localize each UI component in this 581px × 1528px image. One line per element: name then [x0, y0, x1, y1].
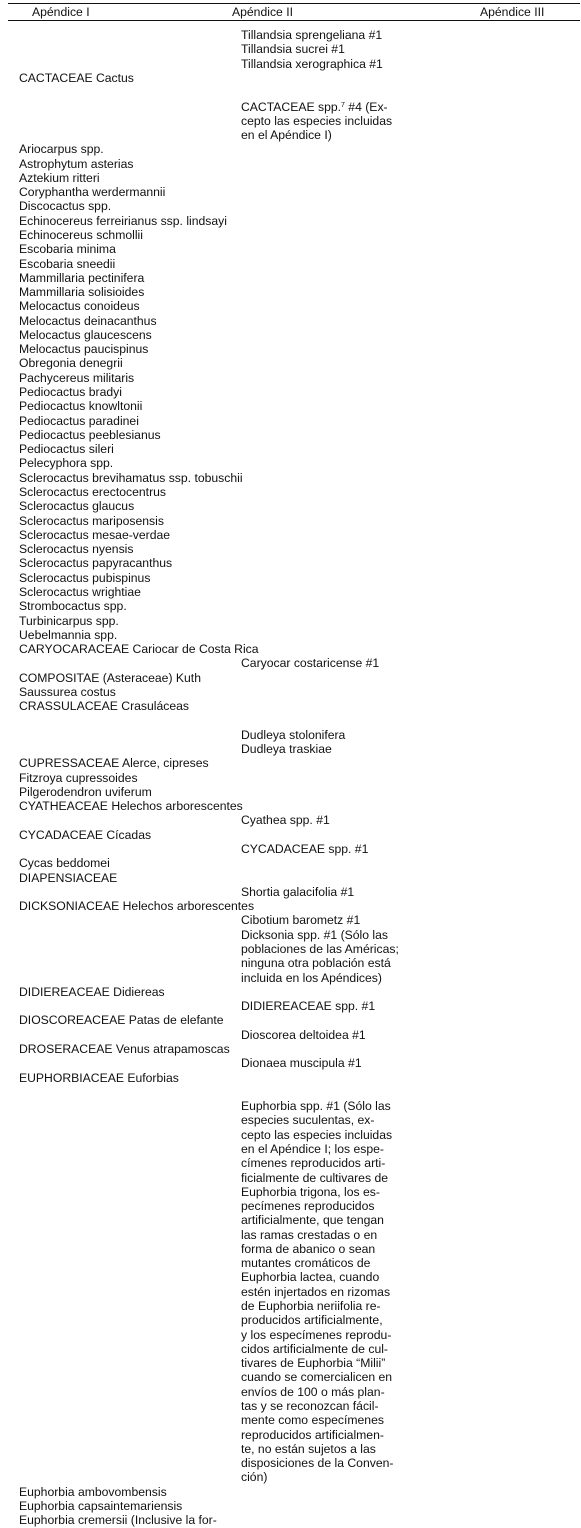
row-text: envíos de 100 o más plan-: [241, 1384, 385, 1399]
table-row: [0, 628, 581, 642]
row-text: Melocactus glaucescens: [19, 327, 152, 342]
table-row: [0, 199, 581, 213]
row-text: Sclerocactus pubispinus: [19, 570, 151, 585]
table-row: [0, 42, 581, 56]
table-row: [0, 142, 581, 156]
row-text: tas y se reconozcan fácil-: [241, 1399, 379, 1413]
table-row: [0, 571, 581, 585]
table-row: [0, 1399, 581, 1413]
row-text: incluida en los Apéndices): [241, 970, 382, 985]
row-text: Pediocactus knowltonii: [19, 399, 143, 414]
row-text: Pachycereus militaris: [19, 370, 135, 385]
table-row: [0, 257, 581, 271]
row-text: Melocactus deinacanthus: [19, 313, 157, 328]
table-row: [0, 1199, 581, 1213]
table-row: [0, 614, 581, 628]
table-row: [0, 1085, 581, 1099]
row-text: en el Apéndice I): [241, 127, 332, 142]
row-text: ninguna otra población está: [241, 956, 391, 971]
table-row: [0, 1242, 581, 1256]
header-bottom-rule: [8, 20, 580, 21]
table-row: [0, 1328, 581, 1342]
row-text: artificialmente, que tengan: [241, 1213, 384, 1228]
row-text: Euphorbia spp. #1 (Sólo las: [241, 1099, 391, 1114]
row-text: Sclerocactus mesae-verdae: [19, 527, 171, 542]
row-text: las ramas crestadas o en: [241, 1227, 378, 1242]
table-row: [0, 99, 581, 113]
table-row: [0, 185, 581, 199]
row-text: Cibotium barometz #1: [241, 913, 361, 928]
row-text: CUPRESSACEAE Alerce, cipreses: [19, 756, 209, 771]
row-text: Dionaea muscipula #1: [241, 1056, 362, 1071]
table-row: [0, 414, 581, 428]
table-row: [0, 442, 581, 456]
row-text: cidos artificialmente de cul-: [241, 1341, 388, 1356]
table-row: [0, 671, 581, 685]
row-text: DIDIEREACEAE Didiereas: [19, 984, 165, 999]
row-text: Pelecyphora spp.: [19, 456, 114, 471]
row-text: DROSERACEAE Venus atrapamoscas: [19, 1041, 230, 1056]
row-text: y los especímenes reprodu-: [241, 1327, 392, 1342]
row-text: Sclerocactus papyracanthus: [19, 556, 173, 571]
table-row: [0, 242, 581, 256]
table-row: [0, 1499, 581, 1513]
row-text: cuando se comercialicen en: [241, 1370, 393, 1385]
table-row: [0, 1056, 581, 1070]
table-row: [0, 485, 581, 499]
table-header: [0, 0, 581, 22]
row-text: Euphorbia cremersii (Inclusive la for-: [19, 1513, 217, 1528]
table-row: [0, 1370, 581, 1384]
row-text: EUPHORBIACEAE Euforbias: [19, 1070, 179, 1085]
row-text: Aztekium ritteri: [19, 170, 100, 185]
table-row: [0, 528, 581, 542]
row-text: Strombocactus spp.: [19, 599, 127, 614]
row-text: Caryocar costaricense #1: [241, 656, 380, 671]
table-row: [0, 1099, 581, 1113]
table-row: [0, 1442, 581, 1456]
row-text: Sclerocactus wrightiae: [19, 584, 141, 599]
row-text: Turbinicarpus spp.: [19, 613, 119, 628]
column-header-appendix-2: Apéndice II: [232, 5, 293, 19]
row-text: Escobaria minima: [19, 242, 116, 257]
table-row: [0, 971, 581, 985]
table-row: [0, 128, 581, 142]
row-text-continuation: #4 (Ex-: [344, 100, 388, 115]
table-row: [0, 942, 581, 956]
row-text: Pediocactus paradinei: [19, 413, 139, 428]
table-row: [0, 1299, 581, 1313]
row-text: Euphorbia ambovombensis: [19, 1484, 167, 1499]
table-row: [0, 799, 581, 813]
table-row: [0, 1028, 581, 1042]
row-text: Mammillaria solisioides: [19, 285, 145, 300]
row-text: Echinocereus ferreirianus ssp. lindsayi: [19, 213, 227, 228]
table-row: [0, 285, 581, 299]
row-text: Obregonia denegrii: [19, 356, 123, 371]
row-text: Pediocactus peeblesianus: [19, 427, 161, 442]
table-row: [0, 1142, 581, 1156]
table-row: [0, 585, 581, 599]
table-row: [0, 342, 581, 356]
table-row: [0, 1356, 581, 1370]
row-text: Pediocactus sileri: [19, 442, 114, 457]
table-row: [0, 1456, 581, 1470]
table-row: [0, 599, 581, 613]
table-row: [0, 328, 581, 342]
row-text: pecímenes reproducidos: [241, 1199, 375, 1214]
table-row: [0, 1042, 581, 1056]
table-row: [0, 1156, 581, 1170]
row-text: especies suculentas, ex-: [241, 1113, 375, 1128]
row-text: Tillandsia sucrei #1: [241, 42, 345, 57]
row-text: en el Apéndice I; los espe-: [241, 1141, 384, 1156]
row-text: DIAPENSIACEAE: [19, 870, 118, 885]
table-row: [0, 471, 581, 485]
table-row: [0, 542, 581, 556]
footnote-marker: 7: [341, 102, 345, 110]
row-text: producidos artificialmente,: [241, 1313, 383, 1328]
table-row: [0, 899, 581, 913]
row-text: Dudleya traskiae: [241, 742, 332, 757]
row-text: reproducidos artificialmen-: [241, 1427, 384, 1442]
table-row: [0, 656, 581, 670]
row-text: DIOSCOREACEAE Patas de elefante: [19, 1013, 224, 1028]
row-text: cepto las especies incluidas: [241, 113, 393, 128]
table-row: [0, 856, 581, 870]
table-row: [0, 742, 581, 756]
row-text: Fitzroya cupressoides: [19, 770, 138, 785]
row-text: CARYOCARACEAE Cariocar de Costa Rica: [19, 642, 259, 657]
row-text: Uebelmannia spp.: [19, 627, 118, 642]
table-row: [0, 1413, 581, 1427]
table-row: [0, 556, 581, 570]
table-row: [0, 371, 581, 385]
table-row: [0, 771, 581, 785]
row-text: cepto las especies incluidas: [241, 1127, 393, 1142]
row-text: ficialmente de cultivares de: [241, 1170, 388, 1185]
table-row: [0, 685, 581, 699]
row-text: CACTACEAE spp.: [241, 100, 342, 115]
row-text: mutantes cromáticos de: [241, 1256, 371, 1271]
row-text: CACTACEAE Cactus: [19, 70, 134, 85]
table-row: [0, 813, 581, 827]
table-row: [0, 171, 581, 185]
table-row: [0, 885, 581, 899]
column-header-appendix-3: Apéndice III: [480, 5, 545, 19]
row-text: Sclerocactus mariposensis: [19, 513, 164, 528]
row-text: Melocactus paucispinus: [19, 342, 149, 357]
table-row: [0, 828, 581, 842]
row-text: DIDIEREACEAE spp. #1: [241, 999, 376, 1014]
table-row: [0, 871, 581, 885]
table-row: [0, 1113, 581, 1127]
table-row: [0, 913, 581, 927]
table-row: [0, 1171, 581, 1185]
row-text: Sclerocactus nyensis: [19, 542, 134, 557]
row-text: Pediocactus bradyi: [19, 385, 122, 400]
row-text: Melocactus conoideus: [19, 299, 140, 314]
table-row: [0, 399, 581, 413]
row-text: Ariocarpus spp.: [19, 142, 104, 157]
row-text: poblaciones de las Américas;: [241, 942, 399, 956]
table-row: [0, 985, 581, 999]
row-text: tivares de Euphorbia “Milii”: [241, 1356, 386, 1371]
row-text: Astrophytum asterias: [19, 156, 134, 171]
table-row: [0, 1342, 581, 1356]
table-row: [0, 299, 581, 313]
row-text: te, no están sujetos a las: [241, 1441, 376, 1456]
table-row: [0, 157, 581, 171]
row-text: CRASSULACEAE Crasuláceas: [19, 699, 190, 714]
row-text: ción): [241, 1470, 268, 1485]
table-row: [0, 1228, 581, 1242]
row-text: forma de abanico o sean: [241, 1241, 376, 1256]
row-text: Tillandsia sprengeliana #1: [241, 28, 383, 42]
table-row: [0, 756, 581, 770]
table-row: [0, 1256, 581, 1270]
table-row: [0, 699, 581, 713]
table-row: [0, 728, 581, 742]
row-text: Dioscorea deltoidea #1: [241, 1027, 366, 1042]
row-text: estén injertados en rizomas: [241, 1284, 391, 1299]
table-row: [0, 356, 581, 370]
table-row: [0, 28, 581, 42]
row-text: disposiciones de la Conven-: [241, 1456, 394, 1471]
table-row: [0, 271, 581, 285]
row-text: Euphorbia capsaintemariensis: [19, 1498, 183, 1513]
row-text: Euphorbia trigona, los es-: [241, 1184, 380, 1199]
table-row: [0, 114, 581, 128]
table-row: [0, 514, 581, 528]
table-row: [0, 1285, 581, 1299]
row-text: de Euphorbia neriifolia re-: [241, 1299, 381, 1314]
table-row: [0, 842, 581, 856]
row-text: Dicksonia spp. #1 (Sólo las: [241, 927, 388, 942]
table-row: [0, 1013, 581, 1027]
row-text: CYATHEACEAE Helechos arborescentes: [19, 799, 243, 814]
table-row: [0, 1213, 581, 1227]
row-text: Tillandsia xerographica #1: [241, 56, 383, 71]
table-row: [0, 1128, 581, 1142]
table-row: [0, 642, 581, 656]
row-text: Sclerocactus erectocentrus: [19, 485, 166, 499]
table-row: [0, 456, 581, 470]
header-top-rule: [8, 3, 580, 4]
row-text: Escobaria sneedii: [19, 256, 116, 271]
table-row: [0, 1185, 581, 1199]
table-row: [0, 57, 581, 71]
table-row: [0, 956, 581, 970]
table-row: [0, 1513, 581, 1527]
row-text: Coryphantha werdermannii: [19, 185, 166, 200]
table-row: [0, 314, 581, 328]
table-row: [0, 499, 581, 513]
table-row: [0, 714, 581, 728]
row-text: Dudleya stolonifera: [241, 727, 346, 742]
row-text: COMPOSITAE (Asteraceae) Kuth: [19, 670, 201, 685]
row-text: Cyathea spp. #1: [241, 813, 330, 828]
table-row: [0, 1270, 581, 1284]
row-text: Cycas beddomei: [19, 856, 110, 871]
table-row: [0, 71, 581, 85]
row-text: mente como especímenes: [241, 1413, 384, 1428]
table-row: [0, 385, 581, 399]
row-text: Discocactus spp.: [19, 199, 112, 214]
row-text: DICKSONIACEAE Helechos arborescentes: [19, 899, 255, 914]
table-row: [0, 1385, 581, 1399]
table-row: [0, 428, 581, 442]
table-row: [0, 1071, 581, 1085]
table-row: [0, 214, 581, 228]
row-text: Euphorbia lactea, cuando: [241, 1270, 380, 1285]
row-text: CYCADACEAE Cícadas: [19, 827, 152, 842]
row-text: Mammillaria pectinifera: [19, 270, 145, 285]
row-text: Pilgerodendron uviferum: [19, 784, 152, 799]
table-row: [0, 85, 581, 99]
row-text: Shortia galacifolia #1: [241, 884, 355, 899]
table-row: [0, 928, 581, 942]
column-header-appendix-1: Apéndice I: [32, 5, 90, 19]
row-text: Sclerocactus brevihamatus ssp. tobuschii: [19, 470, 243, 485]
table-row: [0, 1470, 581, 1484]
species-list: [0, 28, 581, 1528]
row-text: CYCADACEAE spp. #1: [241, 842, 369, 857]
table-row: [0, 999, 581, 1013]
table-row: [0, 1313, 581, 1327]
table-row: [0, 228, 581, 242]
row-text: Sclerocactus glaucus: [19, 499, 135, 514]
table-row: [0, 1428, 581, 1442]
table-row: [0, 785, 581, 799]
row-text: Echinocereus schmollii: [19, 227, 143, 242]
row-text: címenes reproducidos arti-: [241, 1156, 386, 1171]
row-text: Saussurea costus: [19, 684, 116, 699]
